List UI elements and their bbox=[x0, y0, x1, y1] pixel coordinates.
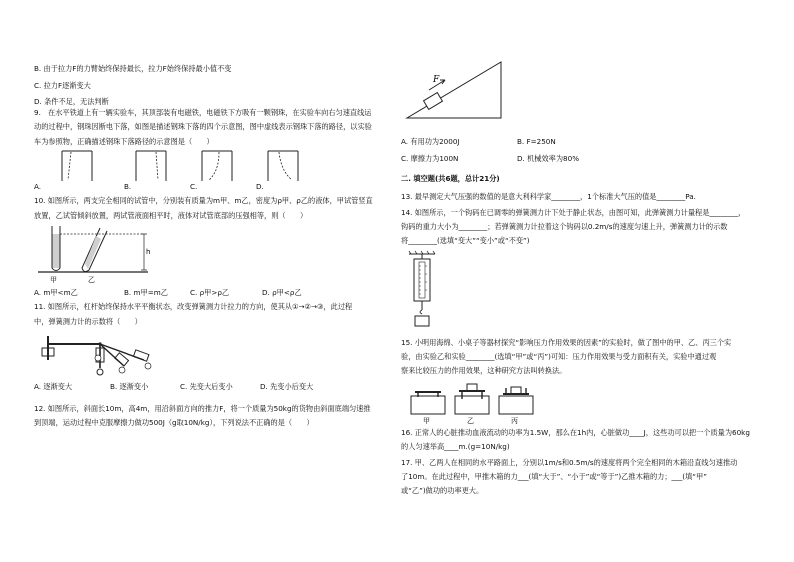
q9-option-a: A. bbox=[34, 182, 42, 191]
q15-label-bing: 丙 bbox=[511, 417, 518, 425]
q9-figure-c bbox=[202, 151, 232, 181]
q14-line2: 钩码的重力大小为________；若弹簧测力计拉着这个钩码以0.2m/s的速度匀速上升，弹簧测力计的示数 bbox=[401, 222, 728, 231]
q9-option-d: D. bbox=[256, 182, 264, 191]
q10-figure bbox=[38, 224, 158, 286]
q11-option-c: C. 先变大后变小 bbox=[180, 382, 233, 391]
q15-line1: 15. 小明用海绵、小桌子等器材探究“影响压力作用效果的因素”的实验时，做了图中的甲、乙、丙三个实 bbox=[401, 338, 732, 347]
option-b-prev: B. 由于拉力F的力臂始终保持最长，拉力F始终保持最小值不变 bbox=[34, 64, 232, 73]
q10-option-c: C. ρ甲>ρ乙 bbox=[190, 288, 230, 297]
q10-option-d: D. ρ甲<ρ乙 bbox=[262, 288, 302, 297]
q9-line3: 车为参照物，正确描述钢珠下落路径的示意图是（ ） bbox=[34, 137, 214, 146]
q14-line1: 14. 如图所示，一个钩码在已调零的弹簧测力计下处于静止状态，由图可知，此弹簧测力计量程是________， bbox=[401, 208, 746, 217]
q10-option-a: A. m甲<m乙 bbox=[34, 288, 78, 297]
q14-line3: 将________(选填“变大”“变小”或“不变”) bbox=[401, 236, 530, 245]
q12-line2: 到顶端，运动过程中克服摩擦力做功500J（g取10N/kg），下列说法不正确的是（ ） bbox=[34, 418, 314, 427]
q10-label-yi: 乙 bbox=[88, 276, 95, 284]
q14-spring-scale-figure bbox=[407, 250, 437, 330]
q10-line1: 10. 如图所示，两支完全相同的试管中，分别装有质量为m甲、m乙，密度为ρ甲、ρ乙的液体，甲试管竖直 bbox=[34, 196, 373, 205]
q11-option-a: A. 逐渐变大 bbox=[34, 382, 73, 391]
q15-label-jia: 甲 bbox=[423, 417, 430, 425]
q9-figure-a bbox=[62, 151, 92, 181]
q10-option-b: B. m甲=m乙 bbox=[124, 288, 168, 297]
q13: 13. 最早测定大气压强的数值的是意大利科学家________，1个标准大气压的值是________Pa. bbox=[401, 192, 696, 201]
q9-line2: 动的过程中，钢珠因断电下落，如图是描述钢珠下落的四个示意图，图中虚线表示钢珠下落的路径，以实验 bbox=[34, 122, 372, 131]
q12-option-c: C. 摩擦力为100N bbox=[401, 154, 459, 163]
q15-label-yi: 乙 bbox=[467, 417, 474, 425]
q12-option-a: A. 有用功为2000J bbox=[401, 137, 460, 146]
q11-figure bbox=[38, 332, 178, 380]
q11-option-d: D. 先变小后变大 bbox=[260, 382, 314, 391]
q17-line2: 了10m。在此过程中，甲推木箱的力___(填“大于”、“小于”或“等于”)乙推木箱的力；___(填“甲” bbox=[401, 472, 707, 481]
q15-sponge-figure bbox=[411, 380, 551, 426]
q9-figure-b bbox=[136, 151, 166, 181]
q12-line1: 12. 如图所示，斜面长10m，高4m，用沿斜面方向的推力F，将一个质量为50kg的货物由斜面底端匀速推 bbox=[34, 404, 371, 413]
q9-line1: 9. 在水平铁道上有一辆实验车，其顶部装有电磁铁，电磁铁下方吸有一颗钢珠，在实验车向右匀速直线运 bbox=[34, 108, 372, 117]
q11-line2: 中，弹簧测力计的示数将（ ） bbox=[34, 317, 142, 326]
q15-line2: 验，由实验乙和实验________(选填“甲”或“丙”)可知：压力作用效果与受力面积有关，实验中通过观 bbox=[401, 352, 717, 361]
q10-label-jia: 甲 bbox=[50, 276, 57, 284]
q11-option-b: B. 逐渐变小 bbox=[110, 382, 149, 391]
q16-line2: 的人匀速举高____m.(g=10N/kg) bbox=[401, 442, 510, 451]
q10-line2: 放置，乙试管倾斜放置，两试管液面相平时，液体对试管底部的压强相等，则（ ） bbox=[34, 211, 308, 220]
q12-option-b: B. F=250N bbox=[517, 137, 556, 146]
q9-option-c: C. bbox=[190, 182, 198, 191]
q12-incline-figure bbox=[405, 60, 505, 122]
incline-force-label: F bbox=[433, 75, 440, 85]
option-d-prev: D. 条件不足，无法判断 bbox=[34, 97, 109, 106]
q17-line3: 或“乙”)做功的功率更大。 bbox=[401, 486, 484, 495]
q10-label-h: h bbox=[146, 248, 151, 256]
q11-line1: 11. 如图所示，杠杆始终保持水平平衡状态，改变弹簧测力计拉力的方向，使其从①→②→③，此过程 bbox=[34, 302, 353, 311]
q16-line1: 16. 正常人的心脏推动血液流动的功率为1.5W，那么在1h内，心脏做功____J，这些功可以把一个质量为60kg bbox=[401, 428, 750, 437]
q9-figure-d bbox=[268, 151, 298, 181]
option-c-prev: C. 拉力F逐渐变大 bbox=[34, 81, 91, 90]
q12-option-d: D. 机械效率为80% bbox=[517, 154, 580, 163]
q9-option-b: B. bbox=[124, 182, 132, 191]
q17-line1: 17. 甲、乙两人在相同的水平路面上，分别以1m/s和0.5m/s的速度将两个完全相同的木箱沿直线匀速推动 bbox=[401, 458, 738, 467]
section-fill-in: 二. 填空题(共6题，总计21分) bbox=[401, 174, 500, 183]
q15-line3: 察来比较压力的作用效果，这种研究方法叫转换法。 bbox=[401, 366, 567, 375]
